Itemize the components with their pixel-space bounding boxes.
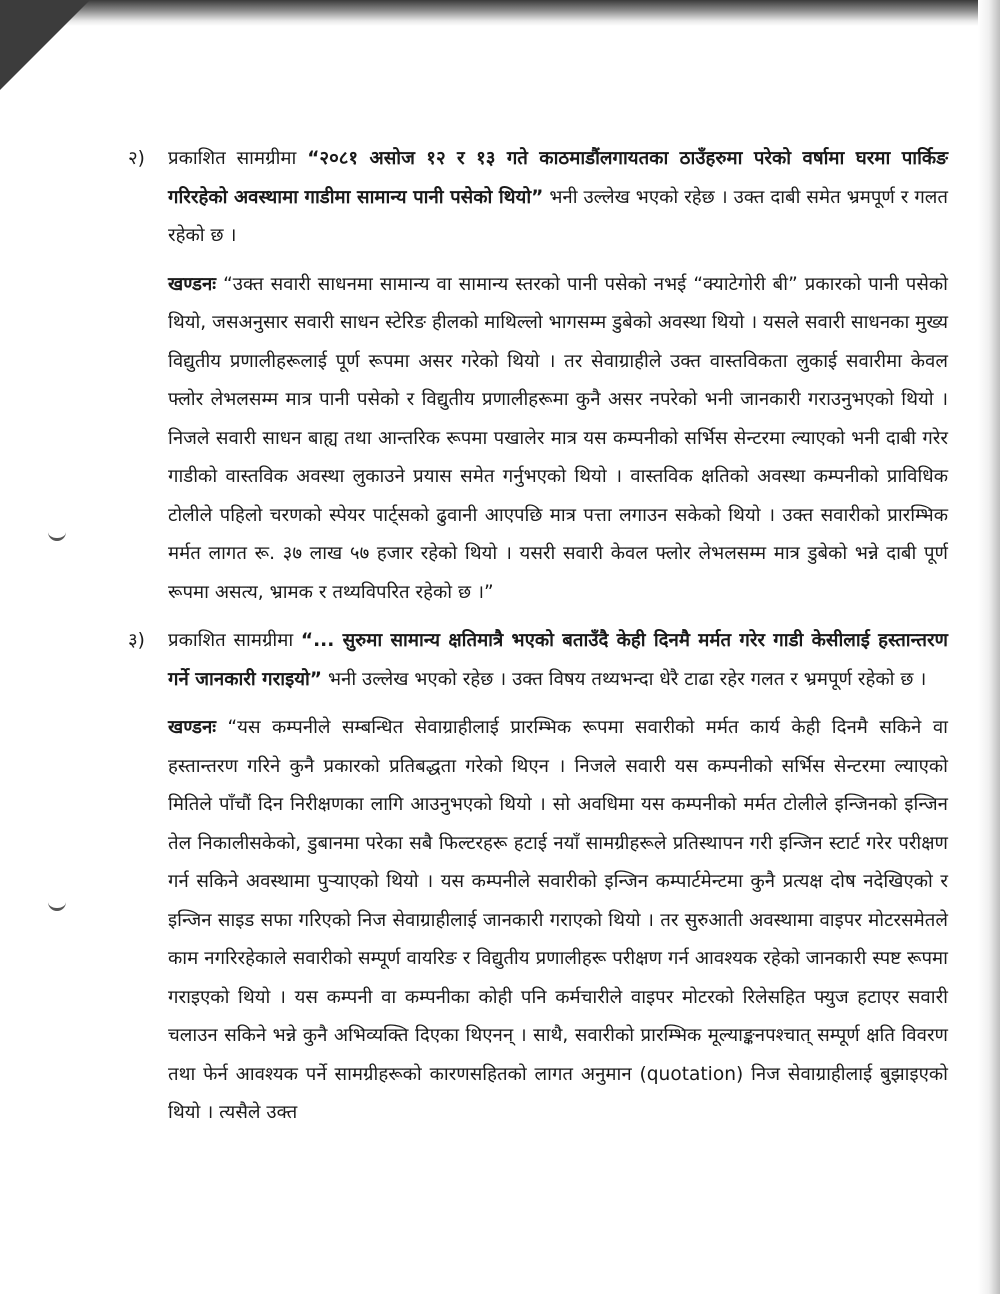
- document-body: [128, 140, 948, 1143]
- point-intro: प्रकाशित सामग्रीमा: [168, 630, 301, 651]
- scan-right-edge: [978, 0, 1000, 1294]
- point-number: ३): [128, 630, 145, 651]
- point-intro: प्रकाशित सामग्रीमा: [168, 148, 308, 169]
- punch-hole-mark: [48, 528, 66, 541]
- rebuttal-paragraph: [128, 709, 948, 1133]
- punch-hole-mark: [48, 898, 66, 911]
- point-quote: “२०८१ असोज १२ र १३ गते काठमाडौंलगायतका ठाउँहरुमा परेको वर्षामा घरमा पार्किङ गरिरहेको अवस्थामा गाडीमा सामान्य पानी पसेको थियो”: [168, 148, 949, 208]
- point-rest: भनी उल्लेख भएको रहेछ । उक्त दाबी समेत भ्रमपूर्ण र गलत रहेको छ ।: [168, 186, 948, 246]
- scan-top-edge: [0, 0, 1000, 26]
- point-statement: [168, 622, 948, 699]
- rebuttal-text: “उक्त सवारी साधनमा सामान्य वा सामान्य स्तरको पानी पसेको नभई “क्याटेगोरी बी” प्रकारको पानी पसेको थियो, जसअनुसार सवारी साधन स्टेरिङ हीलको माथिल्लो भागसम्म डुबेको अवस्था थियो । यसले सवारी साधनका मुख्य विद्युतीय प्रणालीहरूलाई पूर्ण रूपमा असर गरेको थियो । तर सेवाग्राहीले उक्त वास्तविकता लुकाई सवारीमा केवल फ्लोर लेभलसम्म मात्र पानी पसेको र विद्युतीय प्रणालीहरूमा कुनै असर नपरेको भनी जानकारी गराउनुभएको थियो । निजले सवारी साधन बाह्य तथा आन्तरिक रूपमा पखालेर मात्र यस कम्पनीको सर्भिस सेन्टरमा ल्याएको भनी दाबी गरेर गाडीको वास्तविक अवस्था लुकाउने प्रयास समेत गर्नुभएको थियो । वास्तविक क्षतिको अवस्था कम्पनीको प्राविधिक टोलीले पहिलो चरणको स्पेयर पार्ट्सको ढुवानी आएपछि मात्र पत्ता लगाउन सकेको थियो । उक्त सवारीको प्रारम्भिक मर्मत लागत रू. ३७ लाख ५७ हजार रहेको थियो । यसरी सवारी केवल फ्लोर लेभलसम्म मात्र डुबेको भन्ने दाबी पूर्ण रूपमा असत्य, भ्रामक र तथ्यविपरित रहेको छ ।”: [168, 273, 948, 603]
- point-number: २): [128, 148, 145, 169]
- scan-folded-corner: [0, 0, 90, 90]
- rebuttal-paragraph: [128, 266, 948, 613]
- rebuttal-label: खण्डनः: [168, 273, 217, 295]
- numbered-point-3: [128, 622, 948, 699]
- point-statement: [168, 140, 948, 256]
- numbered-point-2: [128, 140, 948, 256]
- point-quote: “... सुरुमा सामान्य क्षतिमात्रै भएको बताउँदै केही दिनमै मर्मत गरेर गाडी केसीलाई हस्तान्तरण गर्ने जानकारी गराइयो”: [168, 630, 949, 690]
- rebuttal-text: “यस कम्पनीले सम्बन्धित सेवाग्राहीलाई प्रारम्भिक रूपमा सवारीको मर्मत कार्य केही दिनमै सकिने वा हस्तान्तरण गरिने कुनै प्रकारको प्रतिबद्धता गरेको थिएन । निजले सवारी यस कम्पनीको सर्भिस सेन्टरमा ल्याएको मितिले पाँचौं दिन निरीक्षणका लागि आउनुभएको थियो । सो अवधिमा यस कम्पनीको मर्मत टोलीले इन्जिनको इन्जिन तेल निकालीसकेको, डुबानमा परेका सबै फिल्टरहरू हटाई नयाँ सामग्रीहरूले प्रतिस्थापन गरी इन्जिन स्टार्ट गरेर परीक्षण गर्न सकिने अवस्थामा पुऱ्याएको थियो । यस कम्पनीले सवारीको इन्जिन कम्पार्टमेन्टमा कुनै प्रत्यक्ष दोष नदेखिएको र इन्जिन साइड सफा गरिएको निज सेवाग्राहीलाई जानकारी गराएको थियो । तर सुरुआती अवस्थामा वाइपर मोटरसमेतले काम नगरिरहेकाले सवारीको सम्पूर्ण वायरिङ र विद्युतीय प्रणालीहरू परीक्षण गर्न आवश्यक रहेको जानकारी स्पष्ट रूपमा गराइएको थियो । यस कम्पनी वा कम्पनीका कोही पनि कर्मचारीले वाइपर मोटरको रिलेसहित फ्युज हटाएर सवारी चलाउन सकिने भन्ने कुनै अभिव्यक्ति दिएका थिएनन् । साथै, सवारीको प्रारम्भिक मूल्याङ्कनपश्चात् सम्पूर्ण क्षति विवरण तथा फेर्न आवश्यक पर्ने सामग्रीहरूको कारणसहितको लागत अनुमान (quotation) निज सेवाग्राहीलाई बुझाइएको थियो । त्यसैले उक्त: [168, 717, 948, 1123]
- point-rest: भनी उल्लेख भएको रहेछ । उक्त विषय तथ्यभन्दा धेरै टाढा रहेर गलत र भ्रमपूर्ण रहेको छ ।: [322, 668, 927, 690]
- rebuttal-label: खण्डनः: [168, 717, 217, 738]
